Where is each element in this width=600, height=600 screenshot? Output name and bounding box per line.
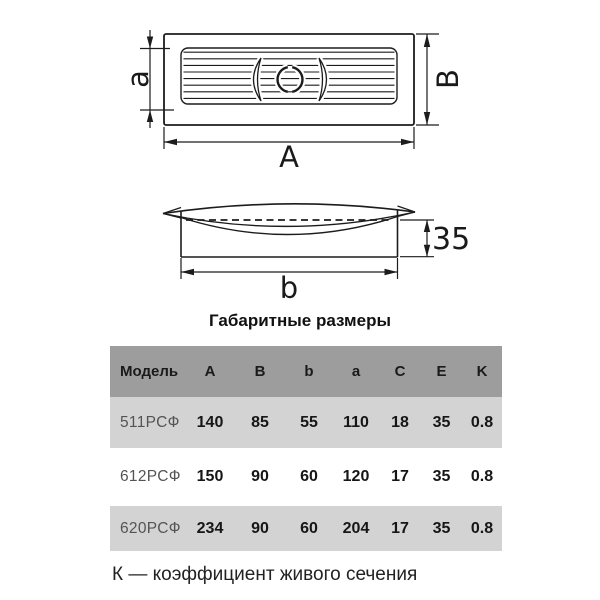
col-header-B: B	[254, 363, 266, 380]
dim-label-A: A	[279, 140, 299, 174]
model-name: 612РСФ	[120, 468, 181, 485]
value-K: 0.8	[470, 468, 494, 485]
value-A: 140	[196, 413, 224, 431]
value-a: 110	[343, 413, 369, 431]
grille-inner-panel	[181, 48, 397, 104]
value-E: 35	[432, 468, 451, 485]
value-A: 150	[196, 468, 224, 485]
table-row	[110, 448, 502, 506]
dim-label-B: B	[431, 69, 465, 89]
col-header-C: C	[394, 363, 406, 380]
table-footnote: К — коэффициент живого сечения	[112, 564, 418, 585]
table-row	[110, 506, 502, 551]
model-name: 511РСФ	[120, 413, 180, 431]
table-header-row	[110, 346, 502, 397]
front-view	[140, 30, 439, 149]
value-C: 18	[391, 413, 409, 431]
table-title: Габаритные размеры	[209, 311, 391, 330]
col-header-K: K	[476, 363, 488, 380]
col-header-A: A	[204, 363, 216, 380]
value-K: 0.8	[470, 519, 494, 537]
side-view	[163, 204, 434, 279]
dim-depth	[400, 220, 434, 257]
value-B: 85	[251, 413, 269, 431]
col-header-b: b	[304, 363, 314, 380]
value-E: 35	[432, 519, 451, 537]
col-header-E: E	[436, 363, 447, 380]
value-B: 90	[251, 468, 269, 485]
duct-body	[181, 210, 398, 257]
value-K: 0.8	[470, 413, 494, 431]
model-name: 620РСФ	[120, 519, 181, 537]
dim-label-a: a	[121, 70, 155, 88]
dim-label-b: b	[279, 271, 299, 305]
value-b: 55	[300, 413, 318, 431]
value-b: 60	[300, 519, 318, 537]
dimensions-table	[110, 346, 502, 551]
value-a: 204	[342, 519, 370, 537]
col-header-a: a	[351, 363, 361, 380]
col-header-model: Модель	[120, 363, 179, 380]
dim-label-35: 35	[432, 222, 471, 257]
table-row	[110, 397, 502, 448]
bowed-face-top	[163, 204, 415, 214]
value-B: 90	[251, 519, 269, 537]
value-A: 234	[196, 519, 224, 537]
value-b: 60	[300, 468, 318, 485]
value-C: 17	[391, 519, 409, 537]
value-a: 120	[342, 468, 370, 485]
value-C: 17	[391, 468, 409, 485]
value-E: 35	[432, 413, 451, 431]
